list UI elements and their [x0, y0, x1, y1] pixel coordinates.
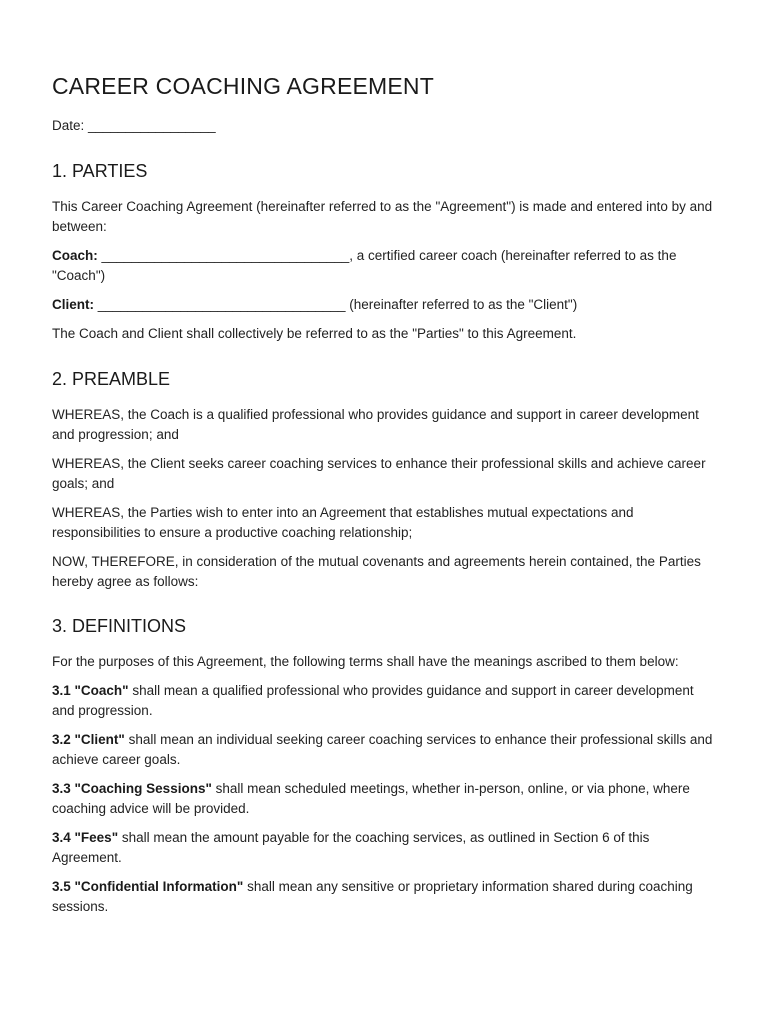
parties-heading: 1. PARTIES — [52, 161, 148, 181]
client-text: _________________________________ (hereinafter referred to as the "Client") — [94, 297, 578, 312]
definition-text: shall mean scheduled meetings, whether in-person, online, or via phone, where coaching advice will be provided. — [52, 781, 690, 816]
section-parties — [52, 159, 714, 344]
definition-term: 3.2 "Client" — [52, 732, 125, 747]
client-label: Client: — [52, 297, 94, 312]
parties-intro: This Career Coaching Agreement (hereinafter referred to as the "Agreement") is made and entered into by and between: — [52, 199, 713, 234]
definition-item — [52, 828, 714, 868]
preamble-paragraph: WHEREAS, the Parties wish to enter into an Agreement that establishes mutual expectations and responsibilities to ensure a productive coaching relationship; — [52, 505, 634, 540]
section-preamble — [52, 367, 714, 592]
definition-item — [52, 681, 714, 721]
definition-text: shall mean the amount payable for the coaching services, as outlined in Section 6 of this Agreement. — [52, 830, 650, 865]
client-line — [52, 295, 714, 315]
preamble-paragraph: NOW, THEREFORE, in consideration of the mutual covenants and agreements herein contained, the Parties hereby agree as follows: — [52, 554, 701, 589]
definition-term: 3.3 "Coaching Sessions" — [52, 781, 212, 796]
definitions-heading: 3. DEFINITIONS — [52, 616, 187, 636]
document-title: CAREER COACHING AGREEMENT — [52, 73, 434, 99]
preamble-paragraph: WHEREAS, the Coach is a qualified professional who provides guidance and support in career development and progression; and — [52, 407, 699, 442]
definition-text: shall mean a qualified professional who provides guidance and support in career development and progression. — [52, 683, 694, 718]
coach-line — [52, 246, 714, 286]
definition-text: shall mean an individual seeking career coaching services to enhance their professional skills and achieve career goals. — [52, 732, 713, 767]
preamble-paragraph: WHEREAS, the Client seeks career coaching services to enhance their professional skills and achieve career goals; and — [52, 456, 706, 491]
date-line: Date: _________________ — [52, 118, 216, 133]
definition-item — [52, 877, 714, 917]
definition-item — [52, 779, 714, 819]
parties-collective: The Coach and Client shall collectively be referred to as the "Parties" to this Agreement. — [52, 326, 577, 341]
definition-term: 3.4 "Fees" — [52, 830, 119, 845]
definition-term: 3.1 "Coach" — [52, 683, 129, 698]
coach-text: _________________________________, a certified career coach (hereinafter referred to as the "Coach") — [52, 248, 677, 283]
coach-label: Coach: — [52, 248, 98, 263]
definition-item — [52, 730, 714, 770]
preamble-heading: 2. PREAMBLE — [52, 369, 171, 389]
section-definitions — [52, 614, 714, 917]
definition-term: 3.5 "Confidential Information" — [52, 879, 244, 894]
definitions-intro: For the purposes of this Agreement, the following terms shall have the meanings ascribed to them below: — [52, 654, 679, 669]
definition-text: shall mean any sensitive or proprietary information shared during coaching sessions. — [52, 879, 693, 914]
